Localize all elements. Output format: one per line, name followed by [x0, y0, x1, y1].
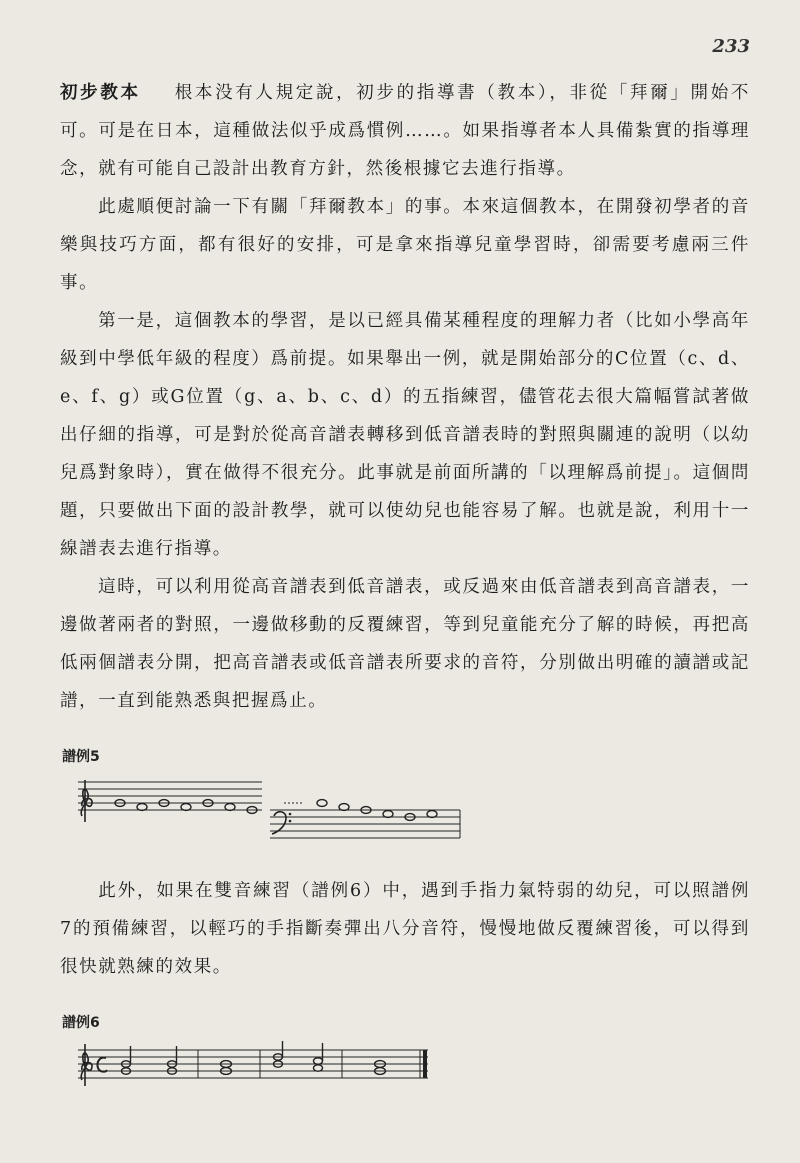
example-5-score [70, 772, 470, 842]
note-icon [383, 811, 393, 818]
example-5-label: 譜例5 [62, 749, 100, 765]
paragraph-double-notes [60, 872, 750, 986]
paragraph-double-notes-text: 此外，如果在雙音練習（譜例6）中，遇到手指力氣特弱的幼兒，可以照譜例7的預備練習，以輕巧的手指斷奏彈出八分音符，慢慢地做反覆練習後，可以得到很快就熟練的效果。 [60, 881, 750, 977]
note-icon [339, 804, 349, 811]
paragraph-staff-practice [60, 568, 750, 720]
note-icon [314, 1065, 323, 1071]
paragraph-staff-practice-text: 這時，可以利用從高音譜表到低音譜表，或反過來由低音譜表到高音譜表，一邊做著兩者的對照，一邊做移動的反覆練習，等到兒童能充分了解的時候，再把高低兩個譜表分開，把高音譜表或低音譜表所要求的音符，分別做出明確的讀譜或記譜，一直到能熟悉與把握爲止。 [60, 577, 750, 711]
page-number: 233 [712, 36, 750, 57]
note-icon [137, 804, 147, 811]
note-icon [181, 804, 191, 811]
paragraph-intro [60, 74, 750, 188]
example-6-score [72, 1040, 442, 1090]
note-icon [317, 800, 327, 807]
paragraph-first-point-text: 第一是，這個教本的學習，是以已經具備某種程度的理解力者（比如小學高年級到中學低年級的程度）爲前提。如果舉出一例，就是開始部分的C位置（c、d、e、f、g）或G位置（g、a、b、c、d）的五指練習，儘管花去很大篇幅嘗試著做出仔細的指導，可是對於從高音譜表轉移到低音譜表時的對照與關連的說明（以幼兒爲對象時），實在做得不很充分。此事就是前面所講的「以理解爲前提」。這個問題，只要做出下面的設計教學，就可以使幼兒也能容易了解。也就是說，利用十一線譜表去進行指導。 [60, 311, 750, 559]
note-icon [225, 804, 235, 811]
section-term: 初步教本 [60, 83, 141, 103]
paragraph-first-point [60, 302, 750, 568]
paragraph-intro-text: 根本没有人規定說，初步的指導書（教本），非從「拜爾」開始不可。可是在日本，這種做法似乎成爲慣例……。如果指導者本人具備紮實的指導理念，就有可能自己設計出教育方針，然後根據它去進行指導。 [60, 83, 750, 179]
paragraph-beyer-text: 此處順便討論一下有關「拜爾教本」的事。本來這個教本，在開發初學者的音樂與技巧方面，都有很好的安排，可是拿來指導兒童學習時，卻需要考慮兩三件事。 [60, 197, 750, 293]
note-icon [314, 1058, 323, 1064]
treble-clef-icon [81, 780, 92, 822]
paragraph-beyer [60, 188, 750, 302]
common-time-icon [97, 1058, 107, 1072]
note-icon [427, 811, 437, 818]
example-6-label: 譜例6 [62, 1015, 100, 1031]
